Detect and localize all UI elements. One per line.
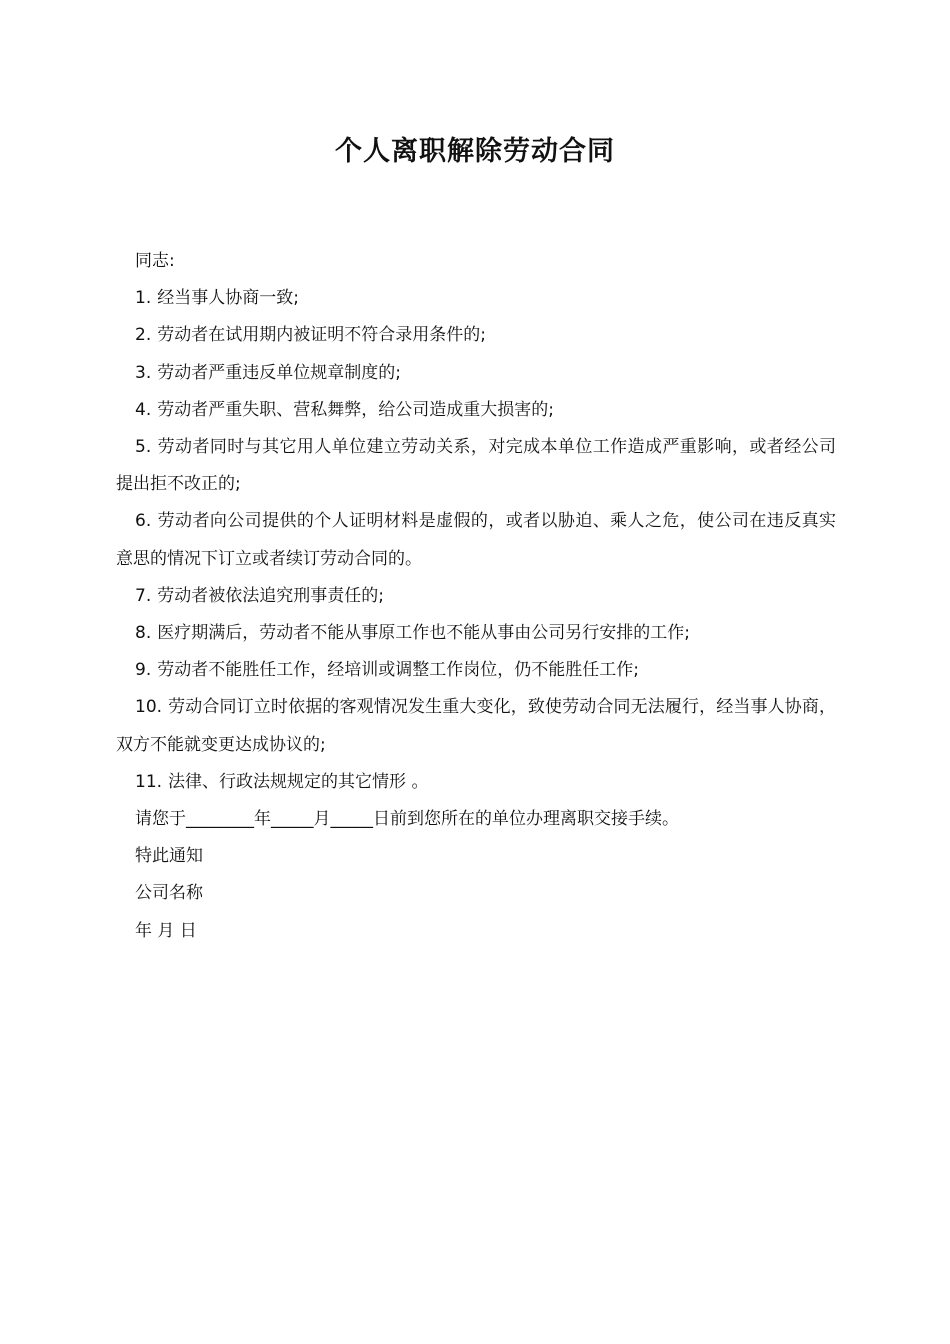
item-number: 10.: [135, 697, 163, 718]
item-number: 6.: [135, 511, 152, 532]
list-item: [116, 355, 836, 392]
item-number: 2.: [135, 325, 152, 346]
salutation: 同志:: [135, 251, 175, 271]
list-item: [116, 689, 836, 763]
item-number: 8.: [135, 623, 152, 644]
item-text: 劳动合同订立时依据的客观情况发生重大变化，致使劳动合同无法履行，经当事人协商，双方不能就变更达成协议的;: [116, 697, 836, 755]
item-text: 劳动者向公司提供的个人证明材料是虚假的，或者以胁迫、乘人之危，使公司在违反真实意思的情况下订立或者续订劳动合同的。: [116, 511, 836, 569]
item-text: 劳动者被依法追究刑事责任的;: [157, 585, 384, 606]
list-item: [116, 764, 836, 801]
item-text: 法律、行政法规规定的其它情形 。: [168, 771, 429, 792]
list-item: [116, 392, 836, 429]
closing-line: 特此通知: [135, 846, 203, 867]
list-item: [116, 578, 836, 615]
item-text: 劳动者在试用期内被证明不符合录用条件的;: [157, 325, 486, 346]
notice-line: 请您于________年_____月_____日前到您所在的单位办理离职交接手续。: [135, 809, 679, 830]
item-number: 7.: [135, 585, 152, 606]
item-text: 劳动者严重失职、营私舞弊，给公司造成重大损害的;: [157, 399, 554, 420]
item-text: 劳动者同时与其它用人单位建立劳动关系，对完成本单位工作造成严重影响，或者经公司提出拒不改正的;: [116, 437, 836, 495]
list-item: [116, 429, 836, 503]
item-number: 4.: [135, 399, 152, 420]
company-name: 公司名称: [135, 883, 203, 904]
item-text: 劳动者不能胜任工作，经培训或调整工作岗位，仍不能胜任工作;: [157, 660, 639, 681]
item-number: 9.: [135, 660, 152, 681]
list-item: [116, 280, 836, 317]
item-number: 5.: [135, 437, 152, 458]
list-item: [116, 503, 836, 577]
item-text: 经当事人协商一致;: [157, 288, 299, 309]
list-item: [116, 615, 836, 652]
item-text: 医疗期满后，劳动者不能从事原工作也不能从事由公司另行安排的工作;: [157, 623, 690, 644]
document-body: [116, 243, 836, 950]
list-item: [116, 652, 836, 689]
item-number: 1.: [135, 288, 152, 309]
item-number: 11.: [135, 771, 163, 792]
list-item: [116, 317, 836, 354]
item-text: 劳动者严重违反单位规章制度的;: [157, 362, 401, 383]
date-line: 年 月 日: [135, 920, 197, 941]
item-number: 3.: [135, 362, 152, 383]
document-title: 个人离职解除劳动合同: [335, 136, 615, 167]
